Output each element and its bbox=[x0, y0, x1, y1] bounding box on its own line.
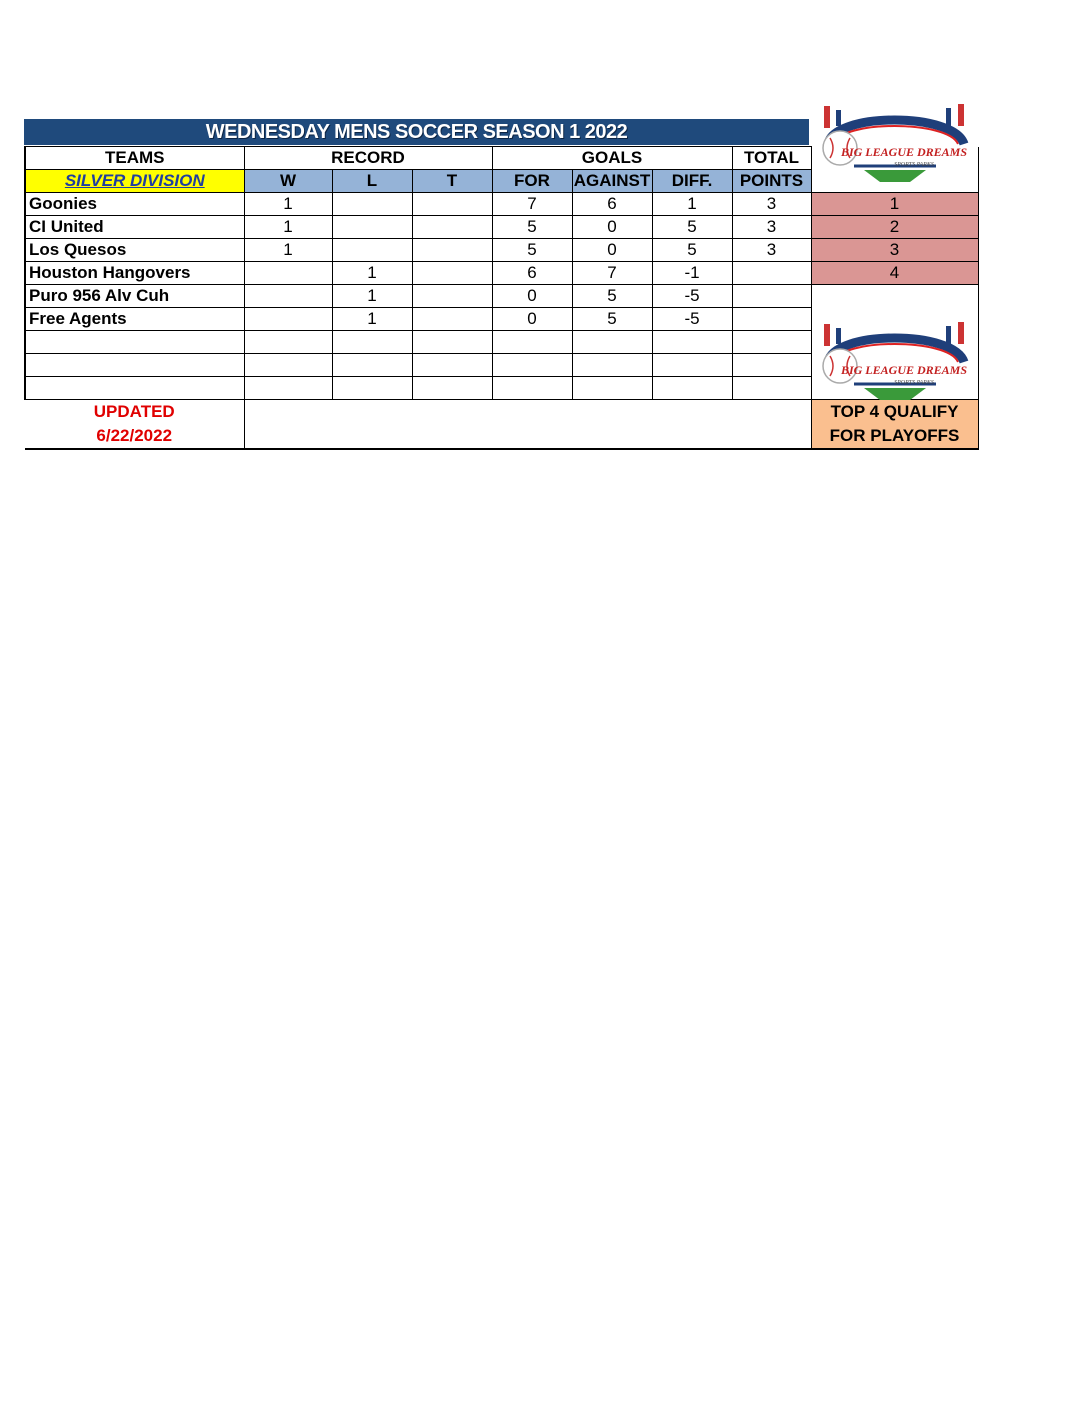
cell-diff bbox=[652, 354, 732, 377]
cell-t bbox=[412, 308, 492, 331]
cell-w bbox=[244, 308, 332, 331]
cell-for bbox=[492, 354, 572, 377]
rank-cell: 1 bbox=[811, 193, 978, 216]
footer-row bbox=[25, 400, 978, 450]
rank-cell: 3 bbox=[811, 239, 978, 262]
cell-w bbox=[244, 377, 332, 400]
t-header: T bbox=[412, 170, 492, 193]
table-row bbox=[25, 216, 978, 239]
cell-against: 6 bbox=[572, 193, 652, 216]
against-header: AGAINST bbox=[572, 170, 652, 193]
cell-w: 1 bbox=[244, 193, 332, 216]
cell-diff: 5 bbox=[652, 239, 732, 262]
cell-t bbox=[412, 193, 492, 216]
playoff-note-line2: FOR PLAYOFFS bbox=[829, 426, 960, 445]
cell-w bbox=[244, 262, 332, 285]
cell-t bbox=[412, 239, 492, 262]
cell-w bbox=[244, 354, 332, 377]
total-header: TOTAL bbox=[732, 147, 811, 170]
logo-text-main: BIG LEAGUE DREAMS bbox=[840, 145, 968, 159]
cell-diff: -5 bbox=[652, 308, 732, 331]
cell-w bbox=[244, 331, 332, 354]
table-row bbox=[25, 262, 978, 285]
team-name bbox=[25, 354, 244, 377]
diff-header: DIFF. bbox=[652, 170, 732, 193]
cell-t bbox=[412, 331, 492, 354]
cell-points: 3 bbox=[732, 193, 811, 216]
cell-diff: 5 bbox=[652, 216, 732, 239]
cell-for: 5 bbox=[492, 239, 572, 262]
rank-cell: 4 bbox=[811, 262, 978, 285]
cell-diff bbox=[652, 377, 732, 400]
cell-t bbox=[412, 262, 492, 285]
for-header: FOR bbox=[492, 170, 572, 193]
team-name: Free Agents bbox=[25, 308, 244, 331]
standings-table bbox=[24, 146, 979, 450]
cell-diff bbox=[652, 331, 732, 354]
goals-header: GOALS bbox=[492, 147, 732, 170]
cell-l: 1 bbox=[332, 285, 412, 308]
cell-points: 3 bbox=[732, 216, 811, 239]
cell-points bbox=[732, 285, 811, 308]
cell-t bbox=[412, 354, 492, 377]
cell-for bbox=[492, 331, 572, 354]
cell-for: 6 bbox=[492, 262, 572, 285]
cell-against: 7 bbox=[572, 262, 652, 285]
w-header: W bbox=[244, 170, 332, 193]
cell-w bbox=[244, 285, 332, 308]
logo-text-sub-2: SPORTS PARKS bbox=[894, 380, 934, 386]
cell-points bbox=[732, 354, 811, 377]
cell-l bbox=[332, 239, 412, 262]
cell-points bbox=[732, 331, 811, 354]
logo-text-sub: SPORTS PARKS bbox=[894, 162, 934, 168]
cell-points bbox=[732, 377, 811, 400]
teams-header: TEAMS bbox=[25, 147, 244, 170]
record-header: RECORD bbox=[244, 147, 492, 170]
cell-diff: 1 bbox=[652, 193, 732, 216]
page-title: WEDNESDAY MENS SOCCER SEASON 1 2022 bbox=[24, 119, 809, 145]
cell-against bbox=[572, 354, 652, 377]
cell-against bbox=[572, 331, 652, 354]
table-row bbox=[25, 193, 978, 216]
cell-for: 0 bbox=[492, 308, 572, 331]
team-name: Puro 956 Alv Cuh bbox=[25, 285, 244, 308]
playoff-note-line1: TOP 4 QUALIFY bbox=[830, 402, 959, 421]
cell-for: 7 bbox=[492, 193, 572, 216]
cell-diff: -1 bbox=[652, 262, 732, 285]
updated-note bbox=[25, 400, 244, 450]
cell-for: 0 bbox=[492, 285, 572, 308]
division-label: SILVER DIVISION bbox=[25, 170, 244, 193]
cell-w: 1 bbox=[244, 239, 332, 262]
cell-against: 5 bbox=[572, 285, 652, 308]
cell-against bbox=[572, 377, 652, 400]
cell-against: 0 bbox=[572, 216, 652, 239]
cell-l bbox=[332, 193, 412, 216]
cell-l: 1 bbox=[332, 262, 412, 285]
updated-date: 6/22/2022 bbox=[96, 426, 173, 445]
cell-t bbox=[412, 216, 492, 239]
rank-cell: 2 bbox=[811, 216, 978, 239]
cell-points bbox=[732, 262, 811, 285]
cell-points: 3 bbox=[732, 239, 811, 262]
team-name: Los Quesos bbox=[25, 239, 244, 262]
cell-for bbox=[492, 377, 572, 400]
points-header: POINTS bbox=[732, 170, 811, 193]
logo-graphic bbox=[814, 100, 974, 184]
cell-t bbox=[412, 377, 492, 400]
cell-diff: -5 bbox=[652, 285, 732, 308]
updated-label: UPDATED bbox=[93, 402, 175, 421]
team-name bbox=[25, 331, 244, 354]
table-row bbox=[25, 239, 978, 262]
cell-l bbox=[332, 331, 412, 354]
cell-l bbox=[332, 377, 412, 400]
team-name: Houston Hangovers bbox=[25, 262, 244, 285]
cell-against: 0 bbox=[572, 239, 652, 262]
table-row bbox=[25, 285, 978, 308]
big-league-dreams-logo bbox=[814, 100, 974, 184]
cell-for: 5 bbox=[492, 216, 572, 239]
cell-l bbox=[332, 354, 412, 377]
footer-blank bbox=[244, 400, 811, 450]
cell-points bbox=[732, 308, 811, 331]
team-name bbox=[25, 377, 244, 400]
logo-graphic-2 bbox=[814, 318, 974, 402]
cell-l bbox=[332, 216, 412, 239]
logo-text-main-2: BIG LEAGUE DREAMS bbox=[840, 363, 968, 377]
cell-against: 5 bbox=[572, 308, 652, 331]
cell-t bbox=[412, 285, 492, 308]
team-name: Goonies bbox=[25, 193, 244, 216]
playoff-note bbox=[811, 400, 978, 450]
cell-l: 1 bbox=[332, 308, 412, 331]
l-header: L bbox=[332, 170, 412, 193]
big-league-dreams-logo-2 bbox=[814, 318, 974, 402]
team-name: CI United bbox=[25, 216, 244, 239]
cell-w: 1 bbox=[244, 216, 332, 239]
